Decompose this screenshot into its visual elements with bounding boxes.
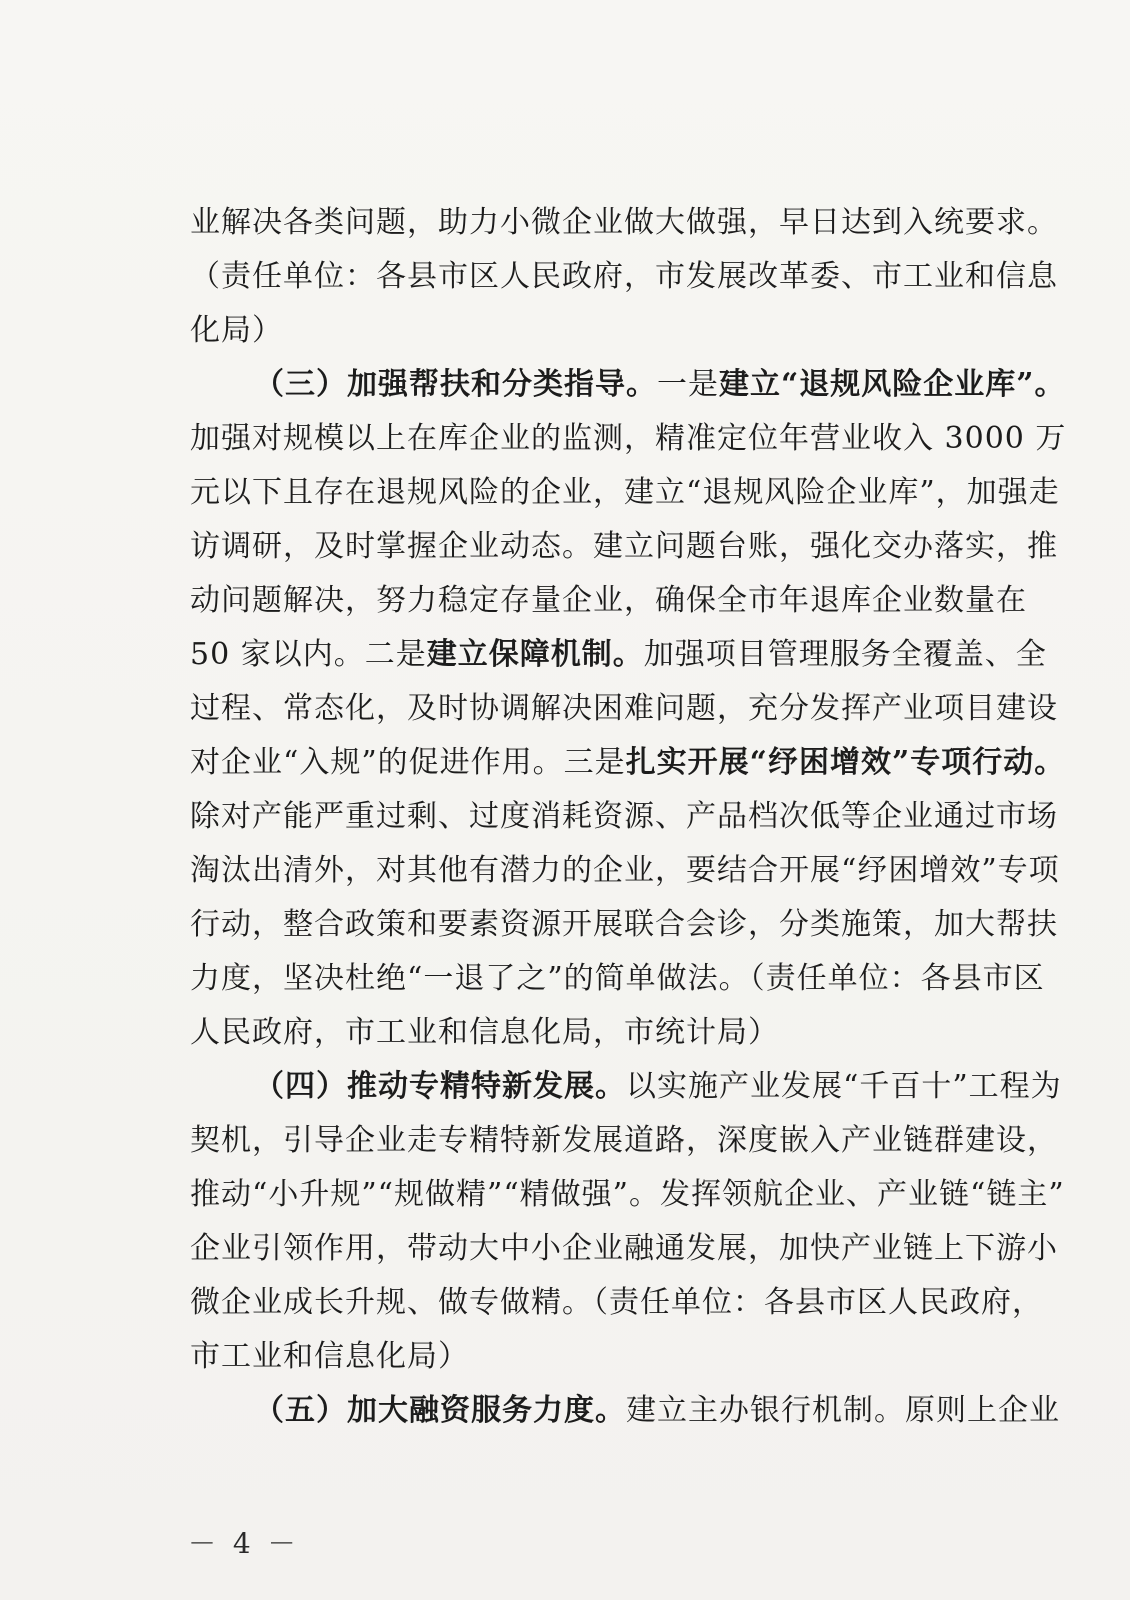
- paragraph-2-line: [190, 682, 1058, 736]
- text-run: 推动“小升规”“规做精”“精做强”。发挥领航企业、产业链“链主”: [190, 1177, 1065, 1212]
- text-run: 元以下且存在退规风险的企业，建立“退规风险企业库”，加强走: [190, 475, 1060, 510]
- paragraph-2-line: [190, 844, 1060, 898]
- text-run: 微企业成长升规、做专做精。（责任单位：各县市区人民政府，: [190, 1285, 1043, 1320]
- text-run: 企业引领作用，带动大中小企业融通发展，加快产业链上下游小: [190, 1231, 1058, 1266]
- text-run: 加强对规模以上在库企业的监测，精准定位年营业收入 3000 万: [190, 421, 1067, 456]
- paragraph-1-line: [190, 250, 1058, 304]
- text-run: 业解决各类问题，助力小微企业做大做强，早日达到入统要求。: [190, 205, 1058, 240]
- paragraph-2-line: [190, 628, 1047, 682]
- text-run: 50 家以内。二是: [190, 637, 427, 672]
- paragraph-2-line: [190, 520, 1058, 574]
- bold-text-run: 扎实开展“纾困增效”专项行动。: [625, 745, 1066, 780]
- bold-text-run: （五）加大融资服务力度。: [254, 1393, 626, 1428]
- paragraph-2-line: [190, 574, 1027, 628]
- text-run: 力度，坚决杜绝“一退了之”的简单做法。（责任单位：各县市区: [190, 961, 1045, 996]
- text-run: 对企业“入规”的促进作用。三是: [190, 745, 626, 780]
- paragraph-4-line: [190, 1384, 1060, 1438]
- text-run: 过程、常态化，及时协调解决困难问题，充分发挥产业项目建设: [190, 691, 1058, 726]
- paragraph-2-line: [190, 736, 1066, 790]
- paragraph-3-line: [190, 1168, 1065, 1222]
- paragraph-2-line: [190, 952, 1045, 1006]
- text-run: （责任单位：各县市区人民政府，市发展改革委、市工业和信息: [190, 259, 1058, 294]
- bold-text-run: （四）推动专精特新发展。: [254, 1069, 626, 1104]
- paragraph-2-line: [190, 412, 1067, 466]
- paragraph-2-line: [190, 358, 1066, 412]
- paragraph-3-line: [190, 1060, 1062, 1114]
- paragraph-2-line: [190, 790, 1058, 844]
- page-number: － 4 －: [188, 1527, 300, 1560]
- text-run: 动问题解决，努力稳定存量企业，确保全市年退库企业数量在: [190, 583, 1027, 618]
- text-run: 加强项目管理服务全覆盖、全: [643, 637, 1047, 672]
- text-run: 化局）: [190, 313, 283, 348]
- text-run: 访调研，及时掌握企业动态。建立问题台账，强化交办落实，推: [190, 529, 1058, 564]
- paragraph-3-line: [190, 1114, 1058, 1168]
- text-run: 淘汰出清外，对其他有潜力的企业，要结合开展“纾困增效”专项: [190, 853, 1060, 888]
- text-run: 市工业和信息化局）: [190, 1339, 469, 1374]
- document-body: [190, 196, 1067, 1438]
- bold-text-run: 建立保障机制。: [426, 637, 644, 672]
- text-run: 一是: [657, 367, 719, 402]
- text-run: 除对产能严重过剩、过度消耗资源、产品档次低等企业通过市场: [190, 799, 1058, 834]
- text-run: 行动，整合政策和要素资源开展联合会诊，分类施策，加大帮扶: [190, 907, 1058, 942]
- paragraph-3-line: [190, 1330, 1020, 1384]
- bold-text-run: （三）加强帮扶和分类指导。: [254, 367, 657, 402]
- paragraph-2-line: [190, 898, 1058, 952]
- paragraph-2-line: [190, 466, 1060, 520]
- text-run: 契机，引导企业走专精特新发展道路，深度嵌入产业链群建设，: [190, 1123, 1058, 1158]
- paragraph-3-line: [190, 1276, 1043, 1330]
- paragraph-1-line: [190, 304, 1020, 358]
- paragraph-3-line: [190, 1222, 1058, 1276]
- text-run: 人民政府，市工业和信息化局，市统计局）: [190, 1015, 779, 1050]
- paragraph-2-line: [190, 1006, 1020, 1060]
- bold-text-run: 建立“退规风险企业库”。: [719, 367, 1066, 402]
- paragraph-1-line: [190, 196, 1058, 250]
- text-run: 以实施产业发展“千百十”工程为: [626, 1069, 1062, 1104]
- text-run: 建立主办银行机制。原则上企业: [626, 1393, 1060, 1428]
